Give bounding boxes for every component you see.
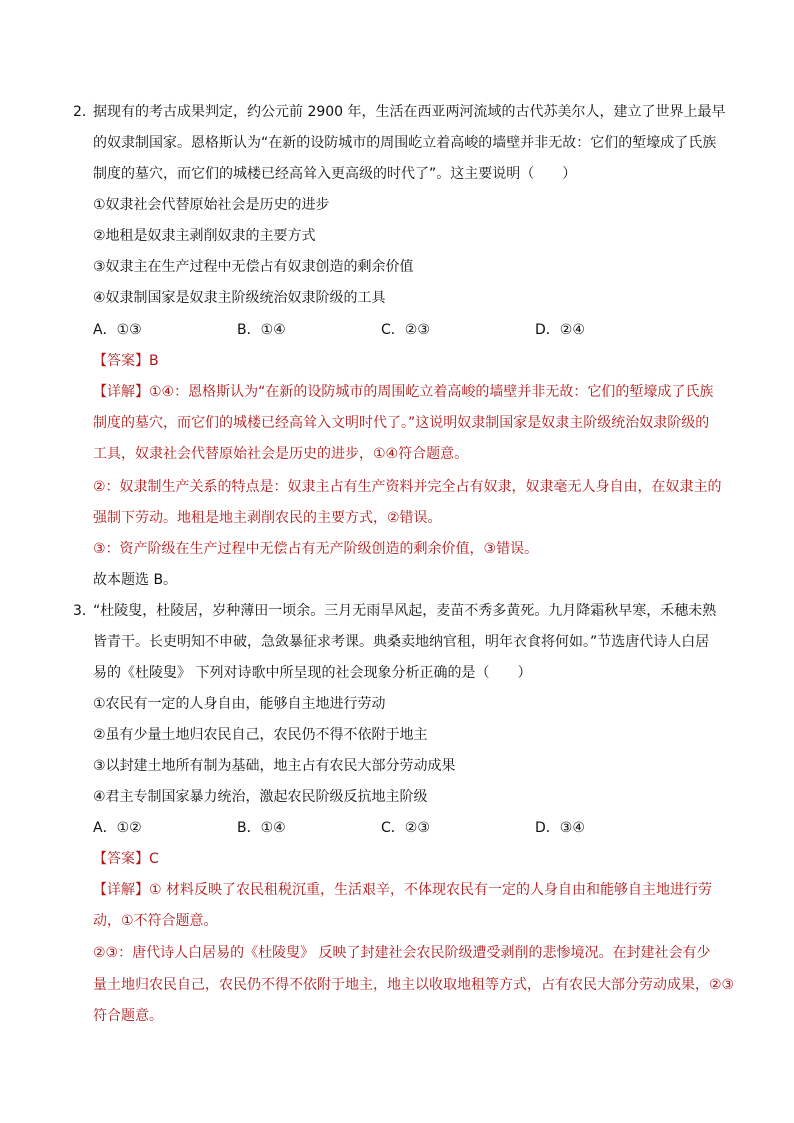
question-2-stem-line-2: 的奴隶制国家。恩格斯认为“在新的设防城市的周围屹立着高峻的墙壁并非无故：它们的堑壕成了氏族 bbox=[93, 135, 717, 151]
question-2-option-d: D．②④ bbox=[535, 322, 585, 338]
question-2-detail-line-6: ③：资产阶级在生产过程中无偿占有无产阶级创造的剩余价值，③错误。 bbox=[93, 541, 539, 557]
question-3-detail-line-2: 动，①不符合题意。 bbox=[93, 913, 218, 929]
question-3-detail-line-5: 符合题意。 bbox=[93, 1008, 163, 1024]
question-2-statement-4: ④奴隶制国家是奴隶主阶级统治奴隶阶级的工具 bbox=[93, 290, 386, 306]
question-3-statement-1: ①农民有一定的人身自由，能够自主地进行劳动 bbox=[93, 696, 386, 712]
question-3-detail-line-3: ②③：唐代诗人白居易的《杜陵叟》 反映了封建社会农民阶级遭受剥削的悲惨境况。在封建社会有少 bbox=[93, 945, 711, 961]
question-2-number: 2． bbox=[73, 104, 96, 120]
question-3-stem-line-2: 皆青干。长吏明知不申破，急敛暴征求考课。典桑卖地纳官租，明年衣食将何如。”节选唐代诗人白居 bbox=[93, 634, 710, 650]
question-3-detail-line-4: 量土地归农民自己，农民仍不得不依附于地主，地主以收取地租等方式，占有农民大部分劳动成果，②③ bbox=[93, 977, 735, 993]
question-2-detail-line-5: 强制下劳动。地租是地主剥削农民的主要方式，②错误。 bbox=[93, 510, 442, 526]
question-2-answer: 【答案】B bbox=[93, 353, 159, 369]
question-3-option-c: C．②③ bbox=[381, 820, 430, 836]
question-2-statement-2: ②地租是奴隶主剥削奴隶的主要方式 bbox=[93, 228, 316, 244]
question-2-conclusion: 故本题选 B。 bbox=[93, 572, 178, 588]
question-2-stem-line-1: 据现有的考古成果判定，约公元前 2900 年，生活在西亚两河流域的古代苏美尔人，建立了世界上最早 bbox=[93, 104, 726, 120]
question-3-statement-3: ③以封建土地所有制为基础，地主占有农民大部分劳动成果 bbox=[93, 758, 456, 774]
question-2-detail-tag: 【详解】 bbox=[93, 384, 149, 400]
question-2-option-c: C．②③ bbox=[381, 322, 430, 338]
question-2-detail-line-3: 工具，奴隶社会代替原始社会是历史的进步，①④符合题意。 bbox=[93, 446, 469, 462]
question-2-statement-3: ③奴隶主在生产过程中无偿占有奴隶创造的剩余价值 bbox=[93, 259, 414, 275]
question-3-detail-tag: 【详解】 bbox=[93, 882, 149, 898]
question-2-option-b: B．①④ bbox=[237, 322, 286, 338]
question-3-option-d: D．③④ bbox=[535, 820, 585, 836]
question-3-stem-line-3: 易的《杜陵叟》 下列对诗歌中所呈现的社会现象分析正确的是（ ） bbox=[93, 665, 532, 681]
question-3-stem-line-1: “杜陵叟，杜陵居，岁种薄田一顷余。三月无雨旱风起，麦苗不秀多黄死。九月降霜秋早寒，禾穗未熟 bbox=[93, 603, 717, 619]
question-3-answer: 【答案】C bbox=[93, 851, 159, 867]
question-3-option-a: A．①② bbox=[93, 820, 142, 836]
question-2-statement-1: ①奴隶社会代替原始社会是历史的进步 bbox=[93, 197, 330, 213]
question-2-stem-line-3: 制度的墓穴，而它们的城楼已经高耸入更高级的时代了”。这主要说明（ ） bbox=[93, 166, 577, 182]
question-3-detail-line-1: ① 材料反映了农民租税沉重，生活艰辛，不体现农民有一定的人身自由和能够自主地进行劳 bbox=[149, 882, 712, 898]
question-2-detail-line-2: 制度的墓穴，而它们的城楼已经高耸入文明时代了。”这说明奴隶制国家是奴隶主阶级统治奴隶阶级的 bbox=[93, 415, 710, 431]
question-2-option-a: A．①③ bbox=[93, 322, 142, 338]
question-3-statement-2: ②虽有少量土地归农民自己，农民仍不得不依附于地主 bbox=[93, 727, 428, 743]
question-3-option-b: B．①④ bbox=[237, 820, 286, 836]
question-2-detail-line-1: ①④：恩格斯认为“在新的设防城市的周围屹立着高峻的墙壁并非无故：它们的堑壕成了氏族 bbox=[149, 384, 714, 400]
question-3-number: 3． bbox=[73, 603, 96, 619]
question-3-statement-4: ④君主专制国家暴力统治，激起农民阶级反抗地主阶级 bbox=[93, 789, 428, 805]
question-2-detail-line-4: ②：奴隶制生产关系的特点是：奴隶主占有生产资料并完全占有奴隶，奴隶毫无人身自由，在奴隶主的 bbox=[93, 479, 722, 495]
